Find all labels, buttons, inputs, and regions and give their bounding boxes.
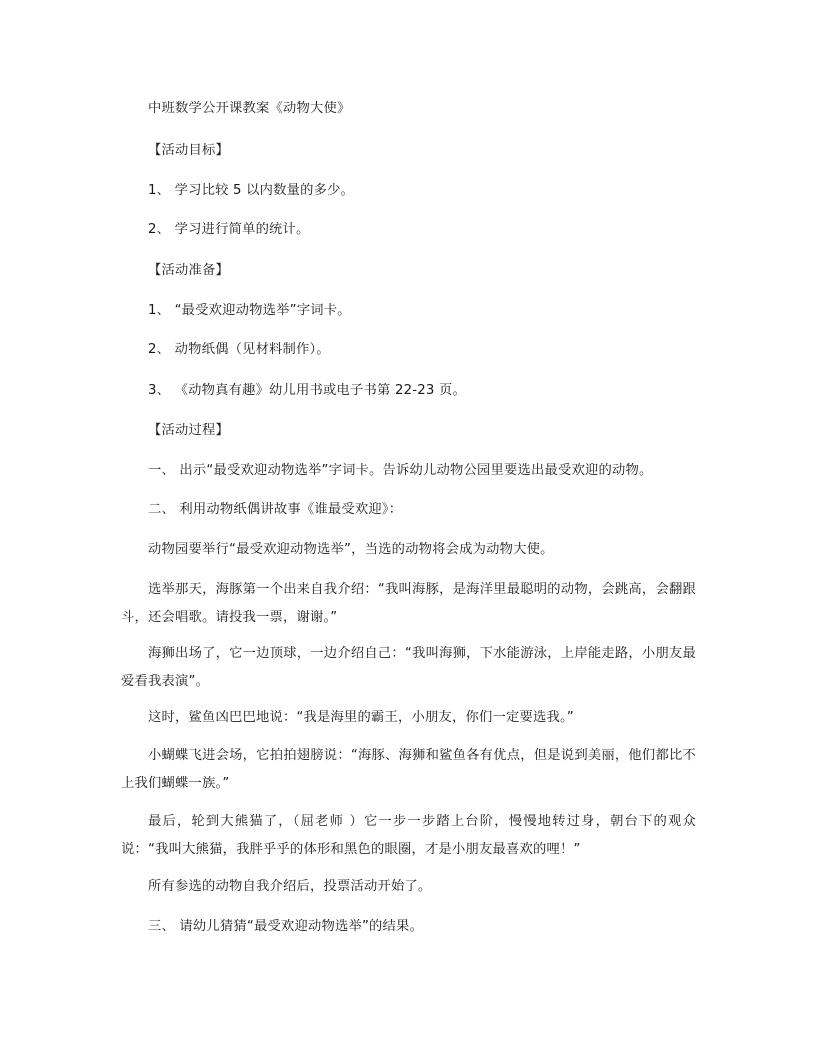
process-step: 三、 请幼儿猜猜“最受欢迎动物选举”的结果。 [148,919,424,934]
process-heading: 【活动过程】 [148,423,229,438]
story-paragraph: 这时，鲨鱼凶巴巴地说：“我是海里的霸王，小朋友，你们一定要选我。” [148,710,574,725]
document-title: 中班数学公开课教案《动物大使》 [148,101,351,116]
process-step: 一、 出示“最受欢迎动物选举”字词卡。告诉幼儿动物公园里要选出最受欢迎的动物。 [148,463,653,478]
prep-item: 1、 “最受欢迎动物选举”字词卡。 [148,303,351,318]
goal-item: 2、 学习进行简单的统计。 [148,222,310,237]
process-step: 二、 利用动物纸偶讲故事《谁最受欢迎》： [148,502,403,517]
prep-item: 2、 动物纸偶（见材料制作）。 [148,342,330,357]
story-paragraph: 选举那天，海豚第一个出来自我介绍：“我叫海豚，是海洋里最聪明的动物，会跳高，会翻跟斗，还会唱歌。请投我一票，谢谢。” [121,582,696,625]
prep-item: 3、 《动物真有趣》幼儿用书或电子书第 22-23 页。 [148,383,467,398]
story-paragraph: 所有参选的动物自我介绍后，投票活动开始了。 [148,879,432,894]
story-paragraph: 最后，轮到大熊猫了，（屈老师 ）它一步一步踏上台阶，慢慢地转过身，朝台下的观众说：“我叫大熊猫，我胖乎乎的体形和黑色的眼圈，才是小朋友最喜欢的哩！” [121,814,696,857]
story-paragraph: 小蝴蝶飞进会场，它拍拍翅膀说：“海豚、海狮和鲨鱼各有优点，但是说到美丽，他们都比不上我们蝴蝶一族。” [121,748,696,791]
story-paragraph: 海狮出场了，它一边顶球，一边介绍自己：“我叫海狮，下水能游泳，上岸能走路，小朋友最爱看我表演”。 [121,646,696,689]
goal-item: 1、 学习比较 5 以内数量的多少。 [148,183,355,198]
story-intro: 动物园要举行“最受欢迎动物选举”，当选的动物将会成为动物大使。 [148,542,554,557]
goal-heading: 【活动目标】 [148,143,229,158]
prep-heading: 【活动准备】 [148,263,229,278]
